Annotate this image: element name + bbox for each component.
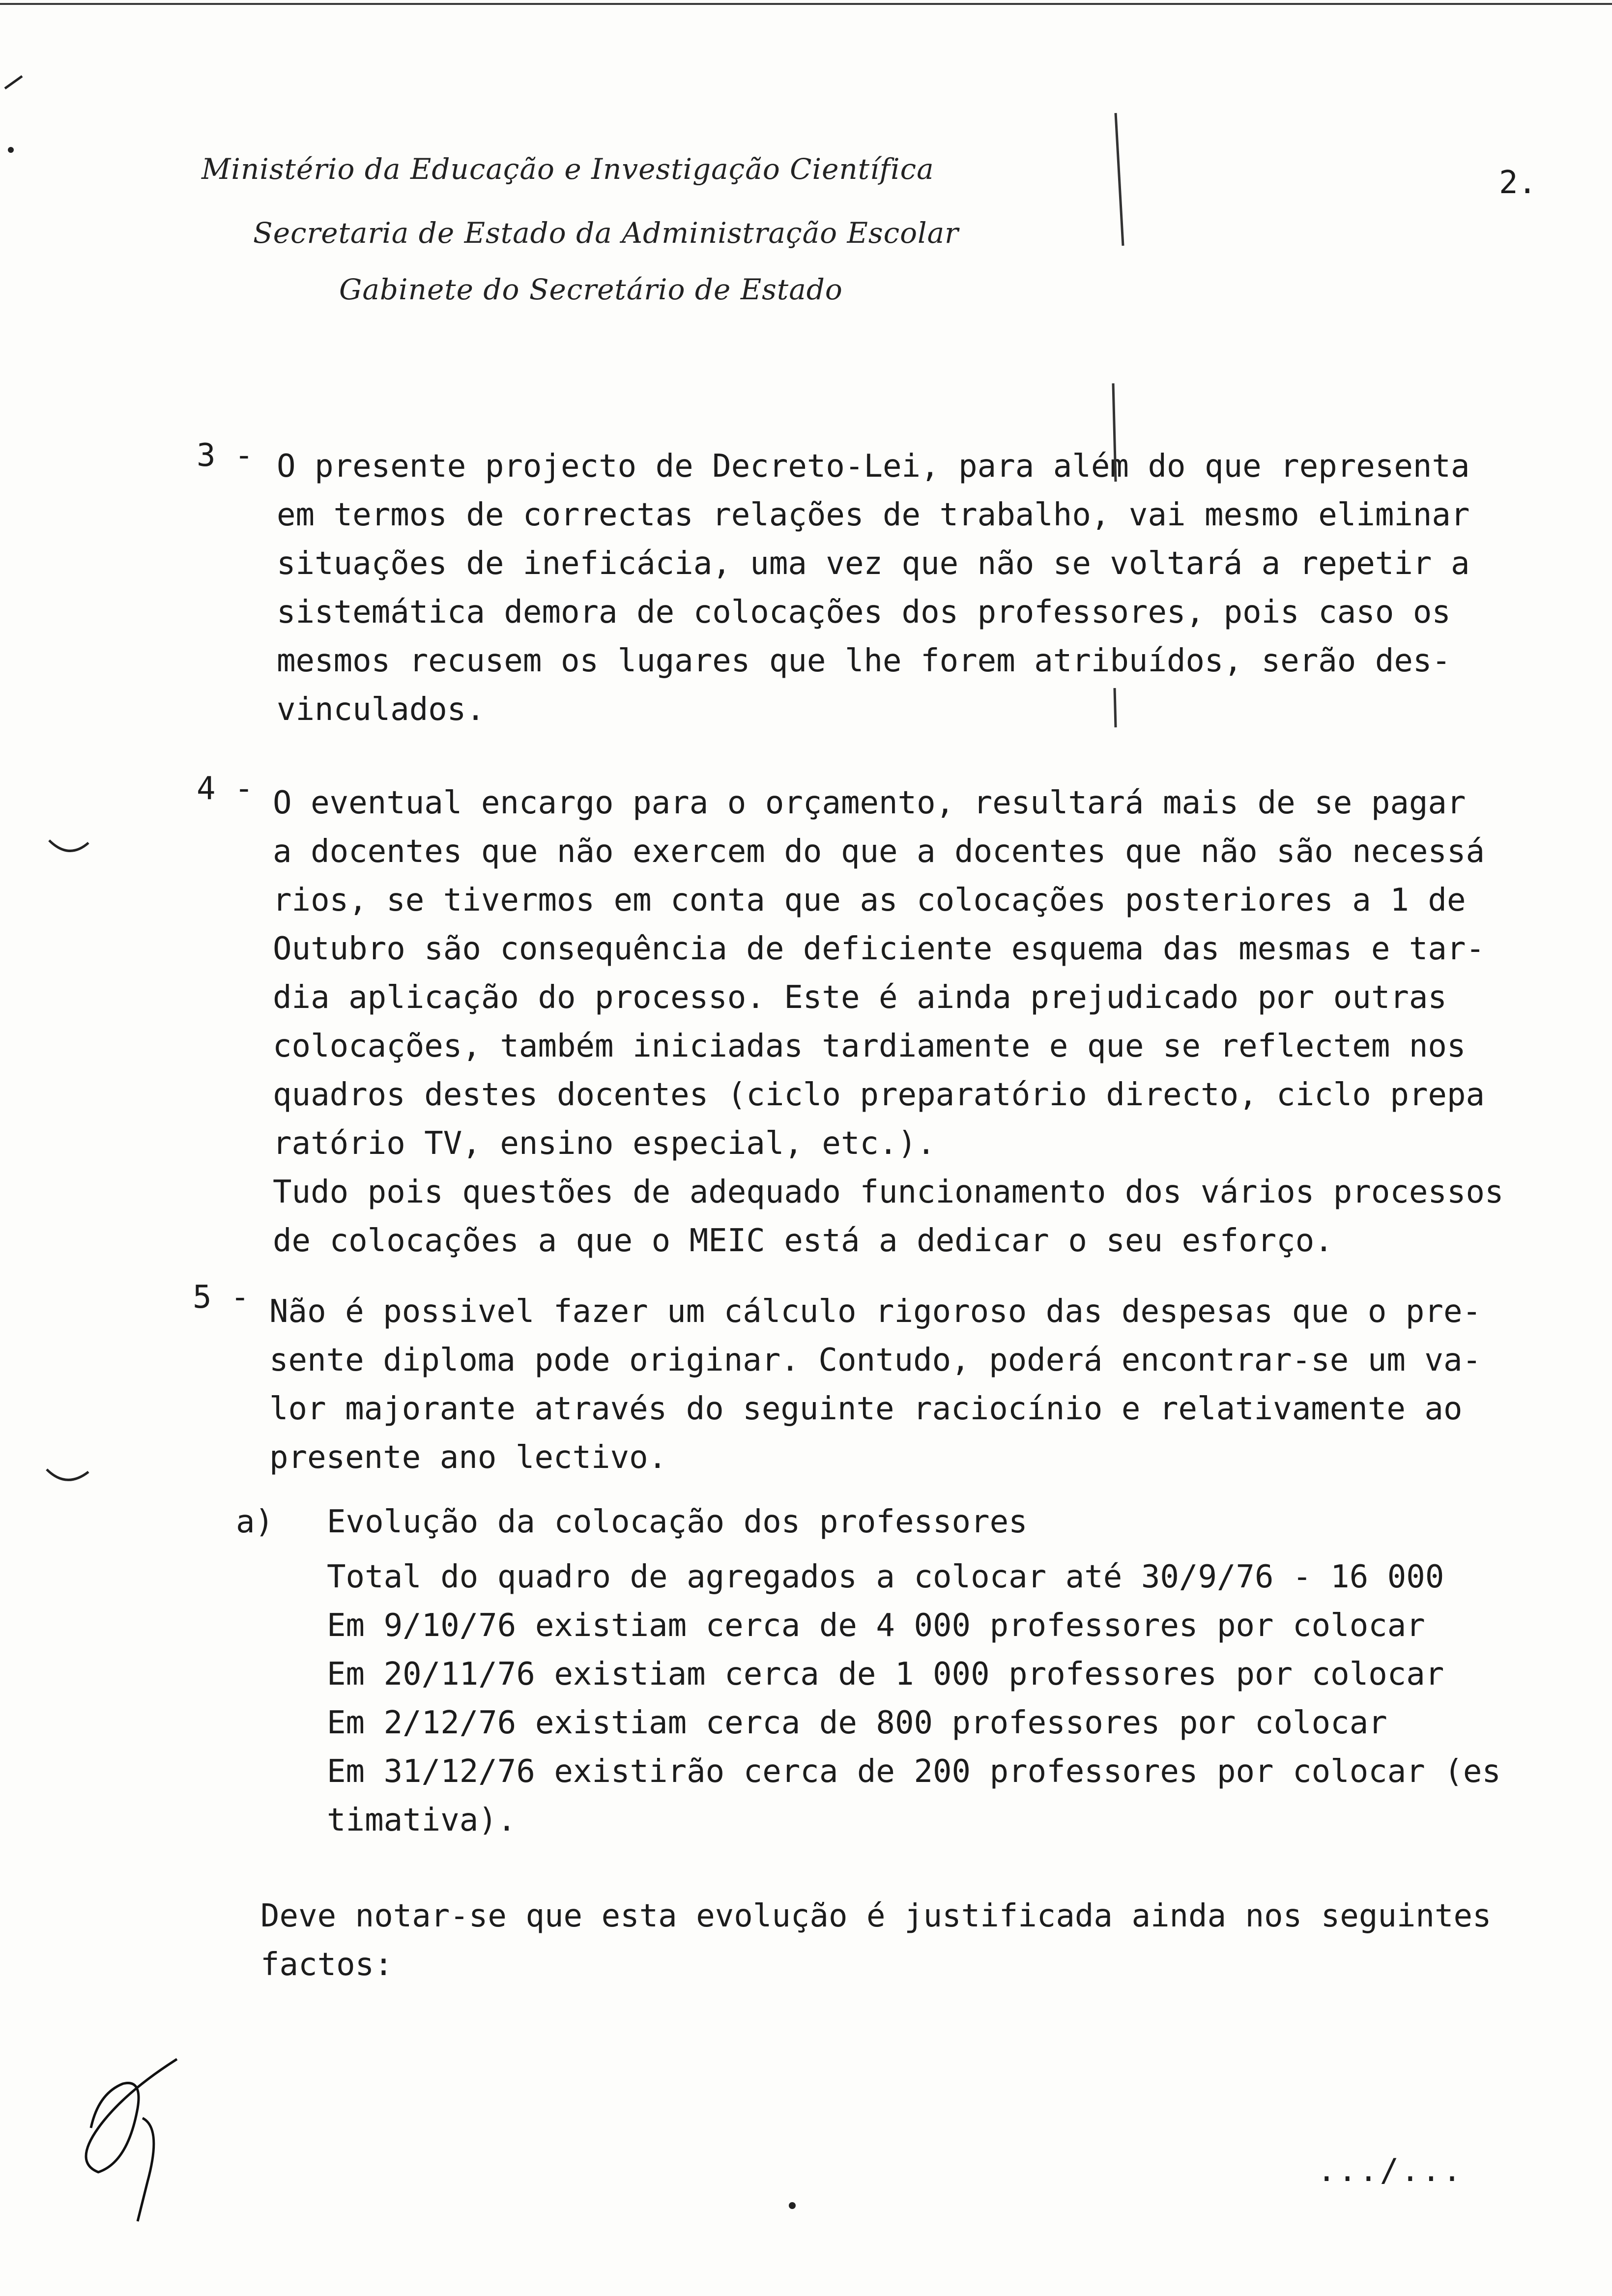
item-title: Evolução da colocação dos professores — [327, 1504, 1028, 1540]
text-line: de colocações a que o MEIC está a dedicar o seu esforço. — [273, 1223, 1333, 1259]
letterhead-secretariat: Secretaria de Estado da Administração Escolar — [253, 216, 959, 250]
paragraph-number: 4 - — [197, 771, 254, 807]
text-line: a docentes que não exercem do que a docentes que não são necessá — [273, 833, 1485, 870]
text-line: sente diploma pode originar. Contudo, poderá encontrar-se um va- — [269, 1342, 1481, 1378]
text-line: Em 31/12/76 existirão cerca de 200 professores por colocar (es — [327, 1753, 1501, 1790]
margin-vertical-line — [1115, 688, 1116, 727]
hole-punch-arc — [47, 1469, 88, 1480]
ink-dot — [8, 147, 14, 153]
text-line: factos: — [260, 1947, 393, 1983]
continuation-marker: .../... — [1317, 2152, 1464, 2189]
page-number: 2. — [1499, 165, 1537, 201]
text-line: Em 20/11/76 existiam cerca de 1 000 professores por colocar — [327, 1656, 1444, 1693]
item-label: a) — [236, 1504, 274, 1540]
text-line: ratório TV, ensino especial, etc.). — [273, 1125, 936, 1162]
text-line: rios, se tivermos em conta que as colocações posteriores a 1 de — [273, 882, 1466, 918]
text-line: timativa). — [327, 1802, 517, 1838]
hole-punch-arc — [49, 840, 88, 851]
text-line: dia aplicação do processo. Este é ainda prejudicado por outras — [273, 979, 1447, 1016]
text-line: situações de ineficácia, uma vez que não se voltará a repetir a — [277, 545, 1470, 582]
text-line: O presente projecto de Decreto-Lei, para além do que representa — [277, 448, 1470, 485]
ink-dot — [789, 2202, 796, 2209]
text-line: Outubro são consequência de deficiente esquema das mesmas e tar- — [273, 931, 1485, 967]
text-line: Tudo pois questões de adequado funcionamento dos vários processos — [273, 1174, 1504, 1210]
text-line: mesmos recusem os lugares que lhe forem atribuídos, serão des- — [277, 643, 1451, 679]
text-line: lor majorante através do seguinte raciocínio e relativamente ao — [269, 1391, 1463, 1427]
margin-vertical-line — [1116, 113, 1123, 246]
text-line: sistemática demora de colocações dos professores, pois caso os — [277, 594, 1451, 631]
text-line: vinculados. — [277, 691, 485, 728]
text-line: colocações, também iniciadas tardiamente e que se reflectem nos — [273, 1028, 1466, 1064]
signature-mark — [86, 2059, 177, 2221]
paragraph-number: 5 - — [193, 1279, 250, 1316]
margin-vertical-line — [1113, 383, 1116, 482]
corner-mark — [5, 76, 22, 88]
text-line: O eventual encargo para o orçamento, resultará mais de se pagar — [273, 785, 1466, 821]
text-line: Em 9/10/76 existiam cerca de 4 000 professores por colocar — [327, 1607, 1425, 1644]
text-line: Em 2/12/76 existiam cerca de 800 professores por colocar — [327, 1705, 1387, 1741]
letterhead-cabinet: Gabinete do Secretário de Estado — [339, 273, 843, 306]
letterhead-ministry: Ministério da Educação e Investigação Científica — [202, 152, 934, 186]
text-line: em termos de correctas relações de trabalho, vai mesmo eliminar — [277, 497, 1470, 533]
text-line: presente ano lectivo. — [269, 1439, 667, 1476]
text-line: Deve notar-se que esta evolução é justificada ainda nos seguintes — [260, 1898, 1492, 1934]
text-line: quadros destes docentes (ciclo preparatório directo, ciclo prepa — [273, 1077, 1485, 1113]
text-line: Não é possivel fazer um cálculo rigoroso das despesas que o pre- — [269, 1293, 1481, 1330]
text-line: Total do quadro de agregados a colocar até 30/9/76 - 16 000 — [327, 1559, 1444, 1595]
paragraph-number: 3 - — [197, 437, 254, 474]
